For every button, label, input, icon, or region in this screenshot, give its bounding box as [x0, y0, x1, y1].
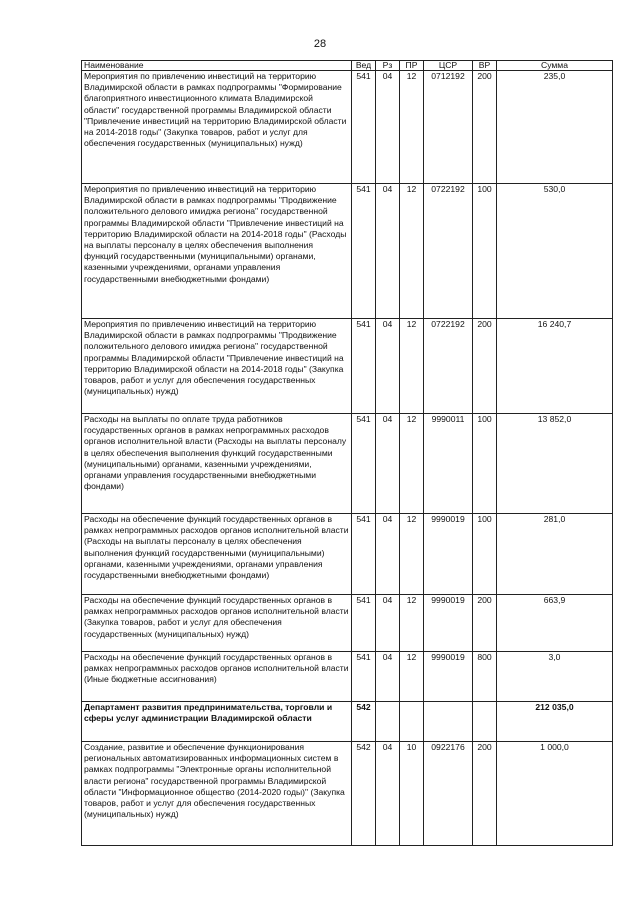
- row-vr: 200: [473, 319, 497, 414]
- row-csr: 9990019: [424, 652, 473, 702]
- row-pr: 12: [400, 414, 424, 514]
- table-row: [82, 514, 613, 595]
- header-rz: Рз: [376, 61, 400, 71]
- row-ved: 542: [352, 702, 376, 742]
- row-pr: 12: [400, 319, 424, 414]
- row-rz: 04: [376, 319, 400, 414]
- row-rz: 04: [376, 742, 400, 846]
- row-vr: 800: [473, 652, 497, 702]
- row-name: Мероприятия по привлечению инвестиций на территорию Владимирской области в рамках подпрограммы "Продвижение положительного делового имиджа региона" государственной программы Владимирской области "Привлечение инвестиций на территорию Владимирской области на 2014-2018 годы" (Расходы на выплаты персоналу в целях обеспечения выполнения функций государственными (муниципальными) органами, казенными учреждениями, органами управления государственными внебюджетными фондами): [82, 184, 352, 319]
- row-sum: 13 852,0: [497, 414, 613, 514]
- row-ved: 541: [352, 595, 376, 652]
- header-pr: ПР: [400, 61, 424, 71]
- row-csr: 9990011: [424, 414, 473, 514]
- row-sum: 212 035,0: [497, 702, 613, 742]
- table-row: [82, 71, 613, 184]
- row-ved: 541: [352, 652, 376, 702]
- row-vr: [473, 702, 497, 742]
- header-vr: ВР: [473, 61, 497, 71]
- table-row: [82, 184, 613, 319]
- table-row: [82, 319, 613, 414]
- header-name: Наименование: [82, 61, 352, 71]
- row-ved: 541: [352, 319, 376, 414]
- row-pr: [400, 702, 424, 742]
- row-vr: 200: [473, 742, 497, 846]
- row-pr: 12: [400, 184, 424, 319]
- row-sum: 281,0: [497, 514, 613, 595]
- row-csr: 0922176: [424, 742, 473, 846]
- row-rz: 04: [376, 71, 400, 184]
- row-rz: [376, 702, 400, 742]
- row-name: Создание, развитие и обеспечение функционирования региональных автоматизированных информационных систем в рамках подпрограммы "Электронные органы исполнительной власти региона" государственной программы Владимирской области "Информационное общество (2014-2020 годы)" (Закупка товаров, работ и услуг для обеспечения государственных (муниципальных) нужд): [82, 742, 352, 846]
- table-header-row: [82, 61, 613, 71]
- row-csr: 9990019: [424, 595, 473, 652]
- row-csr: 0722192: [424, 319, 473, 414]
- row-ved: 541: [352, 71, 376, 184]
- row-vr: 200: [473, 71, 497, 184]
- header-csr: ЦСР: [424, 61, 473, 71]
- row-ved: 542: [352, 742, 376, 846]
- header-ved: Вед: [352, 61, 376, 71]
- table-row: [82, 595, 613, 652]
- row-rz: 04: [376, 514, 400, 595]
- row-sum: 16 240,7: [497, 319, 613, 414]
- row-name: Департамент развития предпринимательства, торговли и сферы услуг администрации Владимирской области: [82, 702, 352, 742]
- row-rz: 04: [376, 652, 400, 702]
- row-name: Мероприятия по привлечению инвестиций на территорию Владимирской области в рамках подпрограммы "Формирование благоприятного инвестиционного климата Владимирской области" государственной программы Владимирской области "Привлечение инвестиций на территорию Владимирской области на 2014-2018 годы" (Закупка товаров, работ и услуг для обеспечения государственных (муниципальных) нужд): [82, 71, 352, 184]
- row-rz: 04: [376, 595, 400, 652]
- row-sum: 663,9: [497, 595, 613, 652]
- row-csr: 0722192: [424, 184, 473, 319]
- row-ved: 541: [352, 514, 376, 595]
- page-number: 28: [313, 38, 327, 50]
- budget-table: [81, 60, 613, 846]
- row-sum: 235,0: [497, 71, 613, 184]
- row-sum: 1 000,0: [497, 742, 613, 846]
- row-ved: 541: [352, 414, 376, 514]
- row-name: Расходы на выплаты по оплате труда работников государственных органов в рамках непрограммных расходов органов исполнительной власти (Расходы на выплаты персоналу в целях обеспечения выполнения функций государственными (муниципальными) органами, казенными учреждениями, органами управления государственными внебюджетными фондами): [82, 414, 352, 514]
- row-ved: 541: [352, 184, 376, 319]
- row-csr: 9990019: [424, 514, 473, 595]
- row-rz: 04: [376, 414, 400, 514]
- table-row-department: [82, 702, 613, 742]
- row-name: Расходы на обеспечение функций государственных органов в рамках непрограммных расходов органов исполнительной власти (Иные бюджетные ассигнования): [82, 652, 352, 702]
- row-pr: 12: [400, 595, 424, 652]
- row-csr: [424, 702, 473, 742]
- row-name: Расходы на обеспечение функций государственных органов в рамках непрограммных расходов органов исполнительной власти (Расходы на выплаты персоналу в целях обеспечения выполнения функций государственными (муниципальными) органами, казенными учреждениями, органами управления государственными внебюджетными фондами): [82, 514, 352, 595]
- row-sum: 530,0: [497, 184, 613, 319]
- row-pr: 12: [400, 652, 424, 702]
- table-row: [82, 652, 613, 702]
- row-vr: 100: [473, 184, 497, 319]
- row-vr: 100: [473, 414, 497, 514]
- row-name: Расходы на обеспечение функций государственных органов в рамках непрограммных расходов органов исполнительной власти (Закупка товаров, работ и услуг для обеспечения государственных (муниципальных) нужд): [82, 595, 352, 652]
- row-vr: 100: [473, 514, 497, 595]
- row-rz: 04: [376, 184, 400, 319]
- row-vr: 200: [473, 595, 497, 652]
- row-csr: 0712192: [424, 71, 473, 184]
- row-pr: 10: [400, 742, 424, 846]
- row-name: Мероприятия по привлечению инвестиций на территорию Владимирской области в рамках подпрограммы "Продвижение положительного делового имиджа региона" государственной программы Владимирской области "Привлечение инвестиций на территорию Владимирской области на 2014-2018 годы" (Закупка товаров, работ и услуг для обеспечения государственных (муниципальных) нужд): [82, 319, 352, 414]
- header-sum: Сумма: [497, 61, 613, 71]
- row-sum: 3,0: [497, 652, 613, 702]
- table-row: [82, 742, 613, 846]
- row-pr: 12: [400, 71, 424, 184]
- table-row: [82, 414, 613, 514]
- row-pr: 12: [400, 514, 424, 595]
